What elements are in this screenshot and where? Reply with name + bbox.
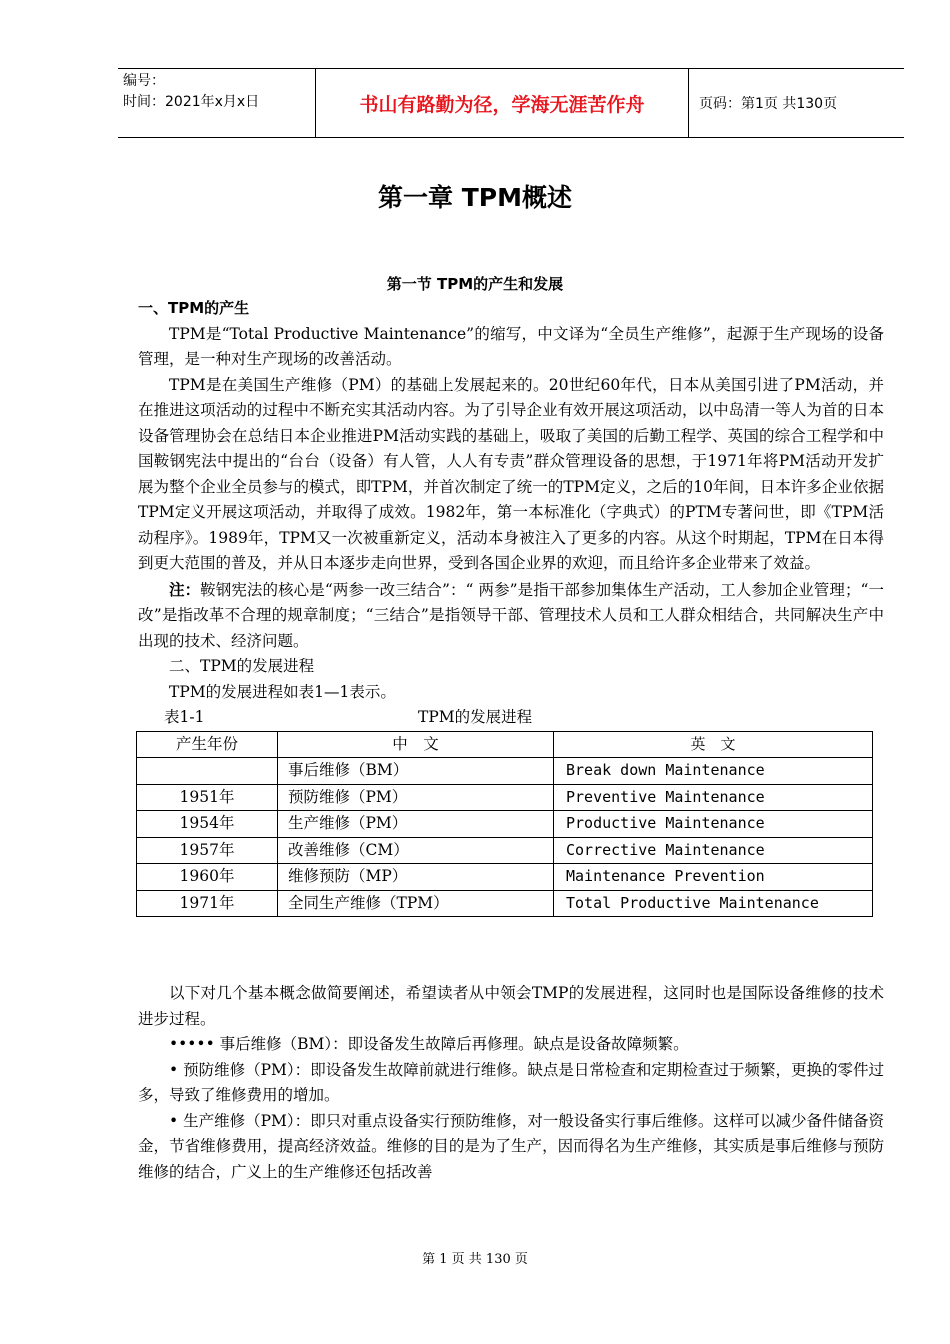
chapter-title: 第一章 TPM概述: [378, 183, 572, 212]
cell-english: Corrective Maintenance: [554, 837, 873, 864]
bullet-item-pm-productive: • 生产维修（PM）：即只对重点设备实行预防维修，对一般设备实行事后维修。这样可以减少备件储备资金，节省维修费用，提高经济效益。维修的目的是为了生产，因而得名为生产维修，其实质是事后维修与预防维修的结合，广义上的生产维修还包括改善: [138, 1111, 884, 1181]
cell-english: Maintenance Prevention: [554, 864, 873, 891]
page-header: [118, 68, 904, 138]
header-meta: [118, 69, 315, 137]
note-paragraph: [138, 577, 884, 655]
header-time: 时间：2021年x月x日: [123, 94, 260, 110]
table-row: [137, 811, 873, 838]
page-footer: 第 1 页 共 130 页: [422, 1252, 528, 1267]
cell-year: 1971年: [137, 890, 278, 917]
document-body: [138, 296, 884, 1185]
paragraph-1: TPM是“Total Productive Maintenance”的缩写，中文译为“全员生产维修”，起源于生产现场的设备管理，是一种对生产现场的改善活动。: [138, 324, 884, 368]
table-intro: TPM的发展进程如表1—1表示。: [169, 682, 396, 701]
cell-year: [137, 758, 278, 785]
after-table-paragraph: 以下对几个基本概念做简要阐述，希望读者从中领会TMP的发展进程，这同时也是国际设备维修的技术进步过程。: [138, 984, 884, 1028]
cell-chinese: 改善维修（CM）: [278, 837, 554, 864]
table-number: 表1-1: [164, 708, 205, 726]
cell-english: Total Productive Maintenance: [554, 890, 873, 917]
header-page-info: 页码：第1页 共130页: [699, 96, 838, 112]
table-caption: [164, 705, 884, 731]
cell-year: 1951年: [137, 784, 278, 811]
table-header-row: [137, 731, 873, 758]
cell-year: 1960年: [137, 864, 278, 891]
table-row: [137, 784, 873, 811]
cell-chinese: 预防维修（PM）: [278, 784, 554, 811]
cell-english: Preventive Maintenance: [554, 784, 873, 811]
development-table: [136, 731, 873, 918]
header-english: 英 文: [554, 731, 873, 758]
table-row: [137, 758, 873, 785]
bullet-item-bm: ••••• 事后维修（BM）：即设备发生故障后再修理。缺点是设备故障频繁。: [169, 1035, 689, 1053]
cell-chinese: 事后维修（BM）: [278, 758, 554, 785]
cell-english: Break down Maintenance: [554, 758, 873, 785]
header-number: 编号：: [123, 73, 165, 89]
header-chinese: 中 文: [278, 731, 554, 758]
table-row: [137, 890, 873, 917]
cell-chinese: 维修预防（MP）: [278, 864, 554, 891]
section-title: 第一节 TPM的产生和发展: [386, 275, 564, 293]
header-year: 产生年份: [137, 731, 278, 758]
cell-chinese: 生产维修（PM）: [278, 811, 554, 838]
cell-year: 1954年: [137, 811, 278, 838]
spacer: [138, 917, 884, 981]
note-label: 注：: [169, 579, 201, 599]
header-motto: 书山有路勤为径，学海无涯苦作舟: [315, 69, 689, 137]
table-title: TPM的发展进程: [418, 708, 533, 726]
note-text: 鞍钢宪法的核心是“两参一改三结合”：“ 两参”是指干部参加集体生产活动，工人参加企业管理；“一改”是指改革不合理的规章制度；“三结合”是指领导干部、管理技术人员和工人群众相结合，共同解决生产中出现的技术、经济问题。: [138, 580, 884, 650]
bullet-item-pm-preventive: • 预防维修（PM）：即设备发生故障前就进行维修。缺点是日常检查和定期检查过于频繁，更换的零件过多，导致了维修费用的增加。: [138, 1060, 884, 1104]
cell-year: 1957年: [137, 837, 278, 864]
cell-chinese: 全同生产维修（TPM）: [278, 890, 554, 917]
subsection-title-1: 一、TPM的产生: [138, 299, 250, 317]
table-row: [137, 864, 873, 891]
subsection-title-2: 二、TPM的发展进程: [169, 657, 315, 675]
cell-english: Productive Maintenance: [554, 811, 873, 838]
paragraph-2: TPM是在美国生产维修（PM）的基础上发展起来的。20世纪60年代，日本从美国引进了PM活动，并在推进这项活动的过程中不断充实其活动内容。为了引导企业有效开展这项活动，以中岛清一等人为首的日本设备管理协会在总结日本企业推进PM活动实践的基础上，吸取了美国的后勤工程学、英国的综合工程学和中国鞍钢宪法中提出的“台台（设备）有人管，人人有专责”群众管理设备的思想，于1971年将PM活动开发扩展为整个企业全员参与的模式，即TPM，并首次制定了统一的TPM定义，之后的10年间，日本许多企业依据TPM定义开展这项活动，并取得了成效。1982年，第一本标准化（字典式）的PTM专著问世，即《TPM活动程序》。1989年，TPM又一次被重新定义，活动本身被注入了更多的内容。从这个时期起，TPM在日本得到更大范围的普及，并从日本逐步走向世界，受到各国企业界的欢迎，而且给许多企业带来了效益。: [138, 375, 884, 572]
table-row: [137, 837, 873, 864]
